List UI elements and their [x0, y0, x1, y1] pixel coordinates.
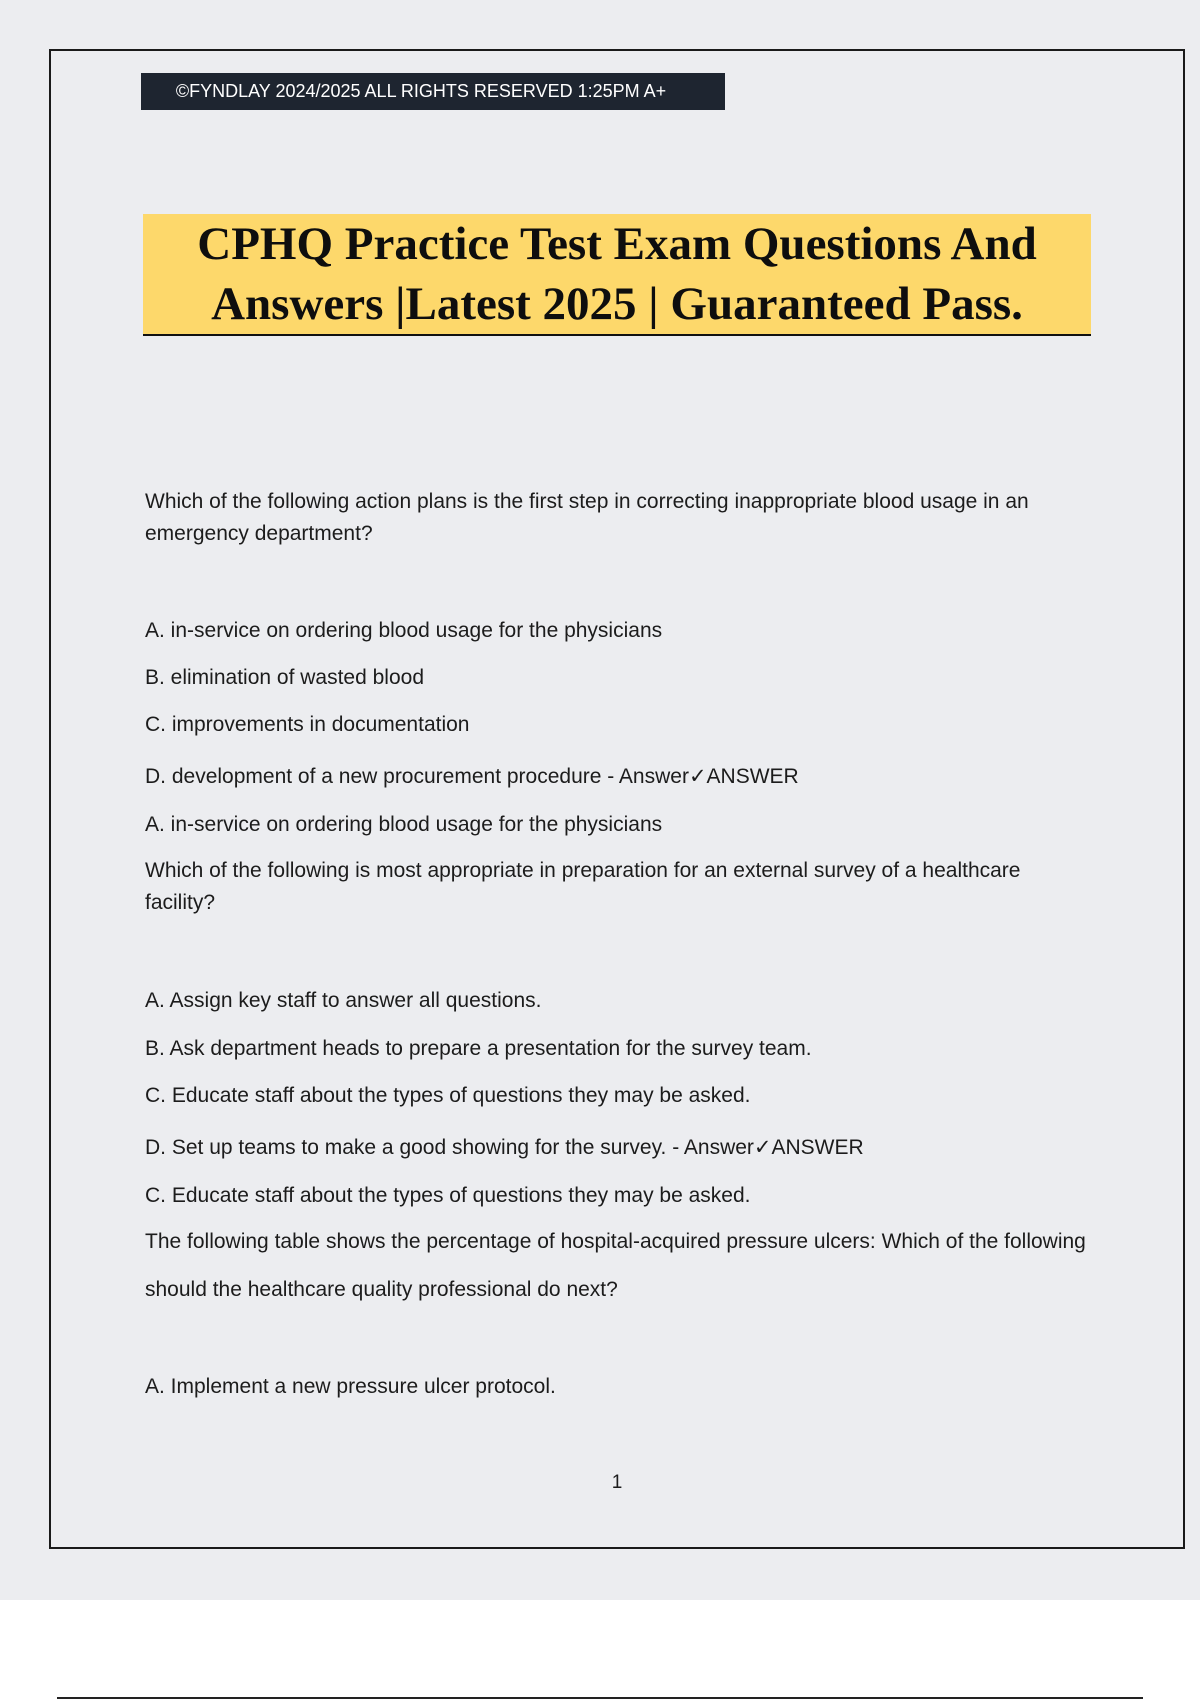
document-title: CPHQ Practice Test Exam Questions And Answers |Latest 2025 | Guaranteed Pass.	[197, 218, 1037, 330]
question-1-option-a: A. in-service on ordering blood usage for the physicians	[145, 619, 663, 642]
question-3-option-a: A. Implement a new pressure ulcer protocol.	[145, 1375, 556, 1398]
question-1-option-b: B. elimination of wasted blood	[145, 666, 424, 689]
question-1-option-c: C. improvements in documentation	[145, 713, 470, 736]
page-number: 1	[611, 1472, 623, 1493]
question-1-answer: A. in-service on ordering blood usage for the physicians	[145, 813, 663, 836]
question-content	[145, 486, 1105, 1403]
question-3-text: The following table shows the percentage of hospital-acquired pressure ulcers: Which of the following	[145, 1230, 1086, 1253]
bottom-divider	[57, 1697, 1143, 1699]
title-highlight-box	[143, 214, 1091, 336]
question-1-option-d: D. development of a new procurement procedure - Answer✓ANSWER	[145, 765, 799, 788]
question-3-text-continued: should the healthcare quality professional do next?	[145, 1278, 618, 1301]
question-2-answer: C. Educate staff about the types of questions they may be asked.	[145, 1184, 751, 1207]
question-2-option-c: C. Educate staff about the types of questions they may be asked.	[145, 1084, 751, 1107]
copyright-banner: ©FYNDLAY 2024/2025 ALL RIGHTS RESERVED 1:25PM A+	[141, 73, 725, 110]
question-2-option-a: A. Assign key staff to answer all questions.	[145, 989, 542, 1012]
question-1-text: Which of the following action plans is the first step in correcting inappropriate blood usage in an emergency department?	[145, 490, 1029, 545]
question-2-text: Which of the following is most appropriate in preparation for an external survey of a healthcare facility?	[145, 859, 1021, 914]
question-2-option-b: B. Ask department heads to prepare a presentation for the survey team.	[145, 1037, 812, 1060]
question-2-option-d: D. Set up teams to make a good showing for the survey. - Answer✓ANSWER	[145, 1136, 864, 1159]
